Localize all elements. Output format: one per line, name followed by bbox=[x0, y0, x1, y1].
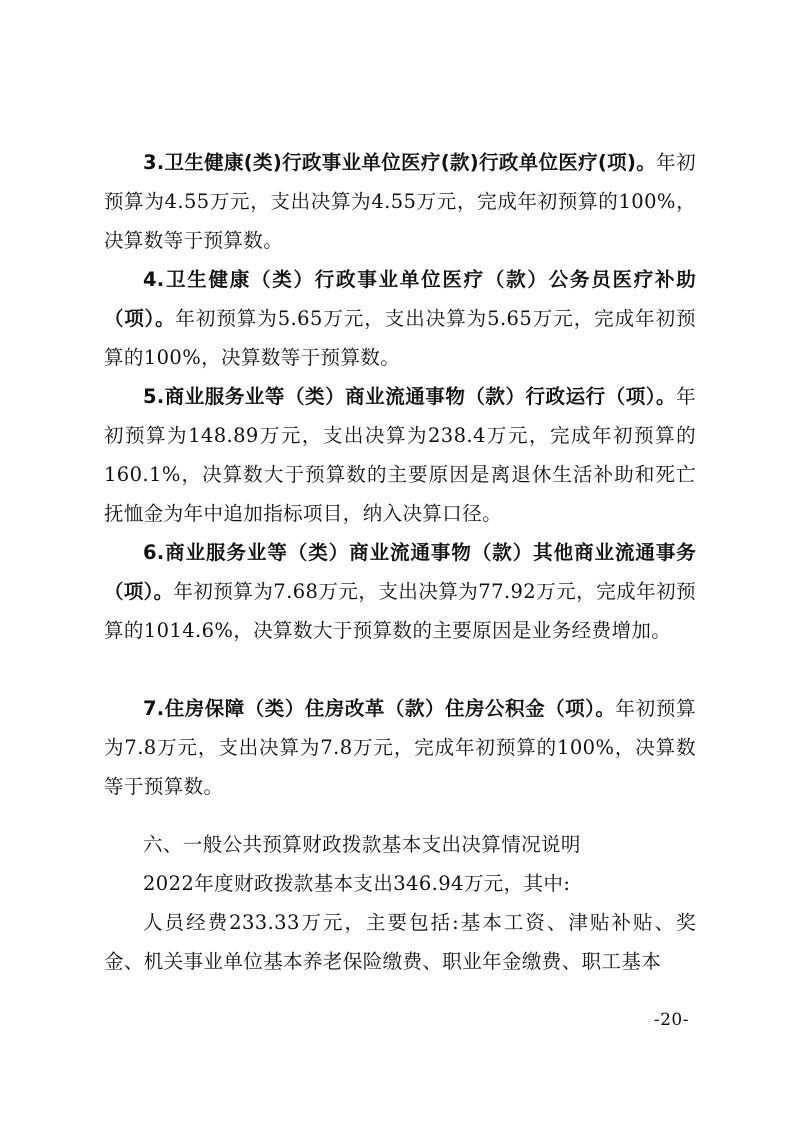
item-6-paragraph bbox=[104, 533, 696, 650]
item-4-title: 4.卫生健康（类）行政事业单位医疗（款）公务员医疗补助（项）。 bbox=[104, 268, 696, 330]
item-5-title: 5.商业服务业等（类）商业流通事物（款）行政运行（项）。 bbox=[143, 385, 677, 408]
item-5-body: 年初预算为148.89万元，支出决算为238.4万元，完成年初预算的160.1%，决算数大于预算数的主要原因是离退休生活补助和死亡抚恤金为年中追加指标项目，纳入决算口径。 bbox=[104, 385, 696, 525]
personnel-paragraph: 人员经费233.33万元，主要包括:基本工资、津贴补贴、奖金、机关事业单位基本养老保险缴费、职业年金缴费、职工基本 bbox=[104, 911, 696, 973]
item-7-title: 7.住房保障（类）住房改革（款）住房公积金（项）。 bbox=[143, 697, 616, 720]
item-4-body: 年初预算为5.65万元，支出决算为5.65万元，完成年初预算的100%，决算数等于预算数。 bbox=[104, 307, 696, 369]
item-5-paragraph bbox=[104, 377, 696, 533]
page-number: -20- bbox=[653, 1010, 689, 1030]
item-7-body: 年初预算为7.8万元，支出决算为7.8万元，完成年初预算的100%，决算数等于预算数。 bbox=[104, 697, 696, 798]
item-3-paragraph bbox=[104, 143, 696, 260]
item-3-body: 年初预算为4.55万元，支出决算为4.55万元，完成年初预算的100%，决算数等于预算数。 bbox=[104, 151, 696, 252]
section-heading: 六、一般公共预算财政拨款基本支出决算情况说明 bbox=[143, 833, 581, 856]
item-7-paragraph bbox=[104, 689, 696, 806]
item-3-title: 3.卫生健康(类)行政事业单位医疗(款)行政单位医疗(项)。 bbox=[143, 151, 657, 174]
item-6-body: 年初预算为7.68万元，支出决算为77.92万元，完成年初预算的1014.6%，决算数大于预算数的主要原因是业务经费增加。 bbox=[104, 580, 696, 642]
item-6-title: 6.商业服务业等（类）商业流通事物（款）其他商业流通事务（项）。 bbox=[104, 541, 696, 603]
section-summary: 2022年度财政拨款基本支出346.94万元，其中: bbox=[143, 872, 571, 895]
item-4-paragraph bbox=[104, 260, 696, 377]
